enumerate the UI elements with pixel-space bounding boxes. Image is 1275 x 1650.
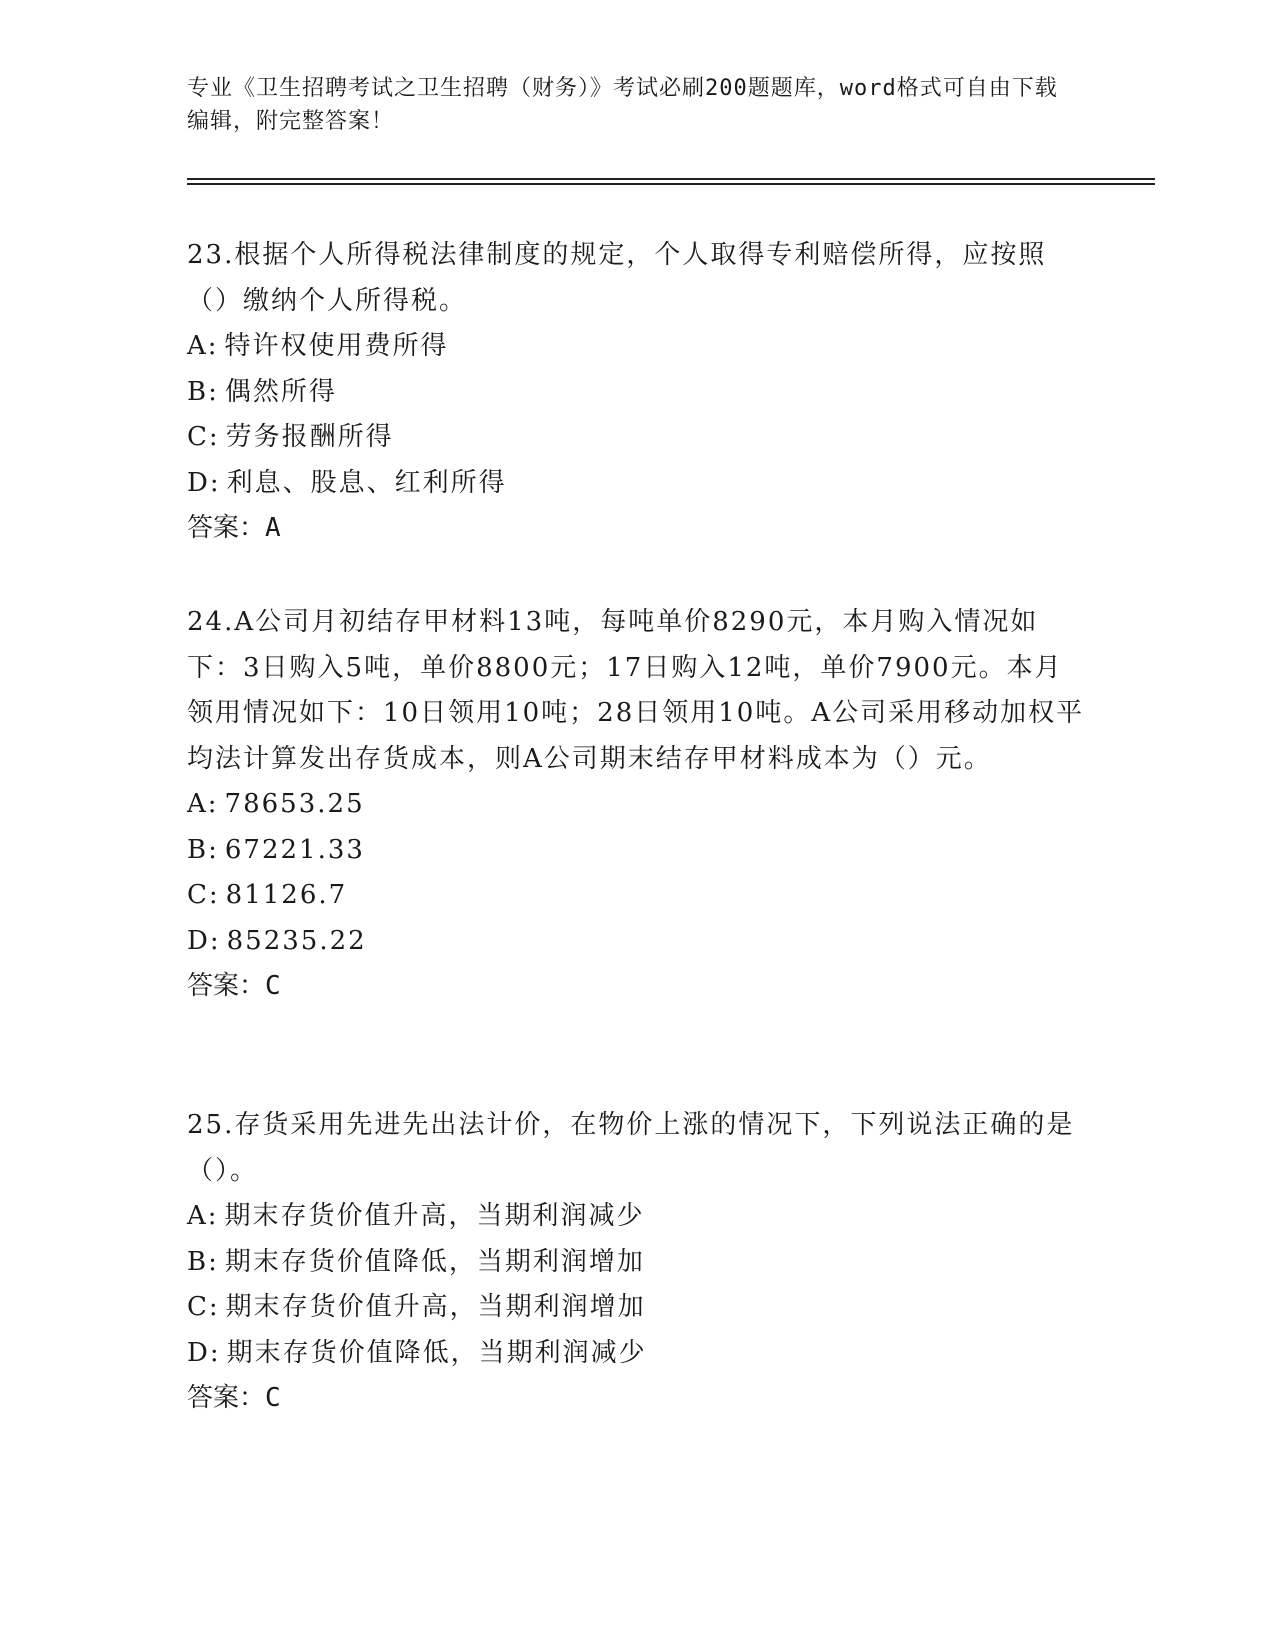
option-c [187, 1285, 1087, 1331]
option-b [187, 1240, 1087, 1286]
option-letter: A: [187, 331, 219, 361]
answer-line [187, 1376, 1087, 1422]
option-letter: B: [187, 834, 219, 865]
question-stem: 25.存货采用先进先出法计价，在物价上涨的情况下，下列说法正确的是（）。 [187, 1110, 1075, 1186]
option-text: 偶然所得 [224, 376, 337, 407]
answer-label: 答案： [187, 971, 266, 1001]
option-letter: D: [187, 467, 221, 498]
option-a [187, 1194, 1087, 1240]
option-text: 78653.25 [224, 789, 365, 819]
option-letter: A: [187, 1201, 219, 1231]
question-23 [187, 233, 1087, 552]
option-b [187, 370, 1087, 416]
option-letter: D: [187, 925, 221, 956]
option-text: 81126.7 [225, 880, 348, 910]
option-text: 特许权使用费所得 [224, 331, 449, 361]
option-letter: A: [187, 789, 219, 819]
question-stem: 23.根据个人所得税法律制度的规定，个人取得专利赔偿所得，应按照（）缴纳个人所得税。 [187, 240, 1047, 316]
option-text: 期末存货价值降低，当期利润增加 [224, 1246, 645, 1277]
header-divider-top [187, 178, 1155, 180]
header-divider-bottom [187, 183, 1155, 185]
option-letter: C: [187, 880, 220, 910]
option-text: 67221.33 [224, 834, 365, 865]
answer-value: C [265, 971, 281, 1001]
option-d [187, 919, 1087, 965]
option-text: 期末存货价值升高，当期利润增加 [225, 1292, 646, 1322]
answer-value: A [265, 513, 281, 543]
answer-value: C [265, 1383, 281, 1413]
question-stem: 24.A公司月初结存甲材料13吨，每吨单价8290元，本月购入情况如下：3日购入5吨，单价8800元；17日购入12吨，单价7900元。本月领用情况如下：10日领用10吨；28日领用10吨。A公司采用移动加权平均法计算发出存货成本，则A公司期末结存甲材料成本为（）元。 [187, 607, 1085, 774]
option-a [187, 782, 1087, 828]
header-text: 专业《卫生招聘考试之卫生招聘（财务）》考试必刷200题题库，word格式可自由下载编辑，附完整答案！ [187, 76, 1058, 134]
option-letter: D: [187, 1337, 221, 1368]
answer-line [187, 964, 1087, 1010]
option-text: 劳务报酬所得 [225, 422, 394, 452]
answer-label: 答案： [187, 1383, 266, 1413]
document-header [187, 72, 1067, 138]
option-letter: B: [187, 376, 219, 407]
option-letter: C: [187, 422, 220, 452]
option-letter: C: [187, 1292, 220, 1322]
question-24 [187, 600, 1087, 1010]
question-25 [187, 1103, 1087, 1422]
option-text: 期末存货价值升高，当期利润减少 [224, 1201, 645, 1231]
option-c [187, 415, 1087, 461]
option-text: 期末存货价值降低，当期利润减少 [226, 1337, 647, 1368]
option-d [187, 1331, 1087, 1377]
answer-line [187, 506, 1087, 552]
option-b [187, 828, 1087, 874]
option-d [187, 461, 1087, 507]
option-text: 85235.22 [226, 925, 367, 956]
option-letter: B: [187, 1246, 219, 1277]
option-a [187, 324, 1087, 370]
option-c [187, 873, 1087, 919]
answer-label: 答案： [187, 513, 266, 543]
option-text: 利息、股息、红利所得 [226, 467, 507, 498]
